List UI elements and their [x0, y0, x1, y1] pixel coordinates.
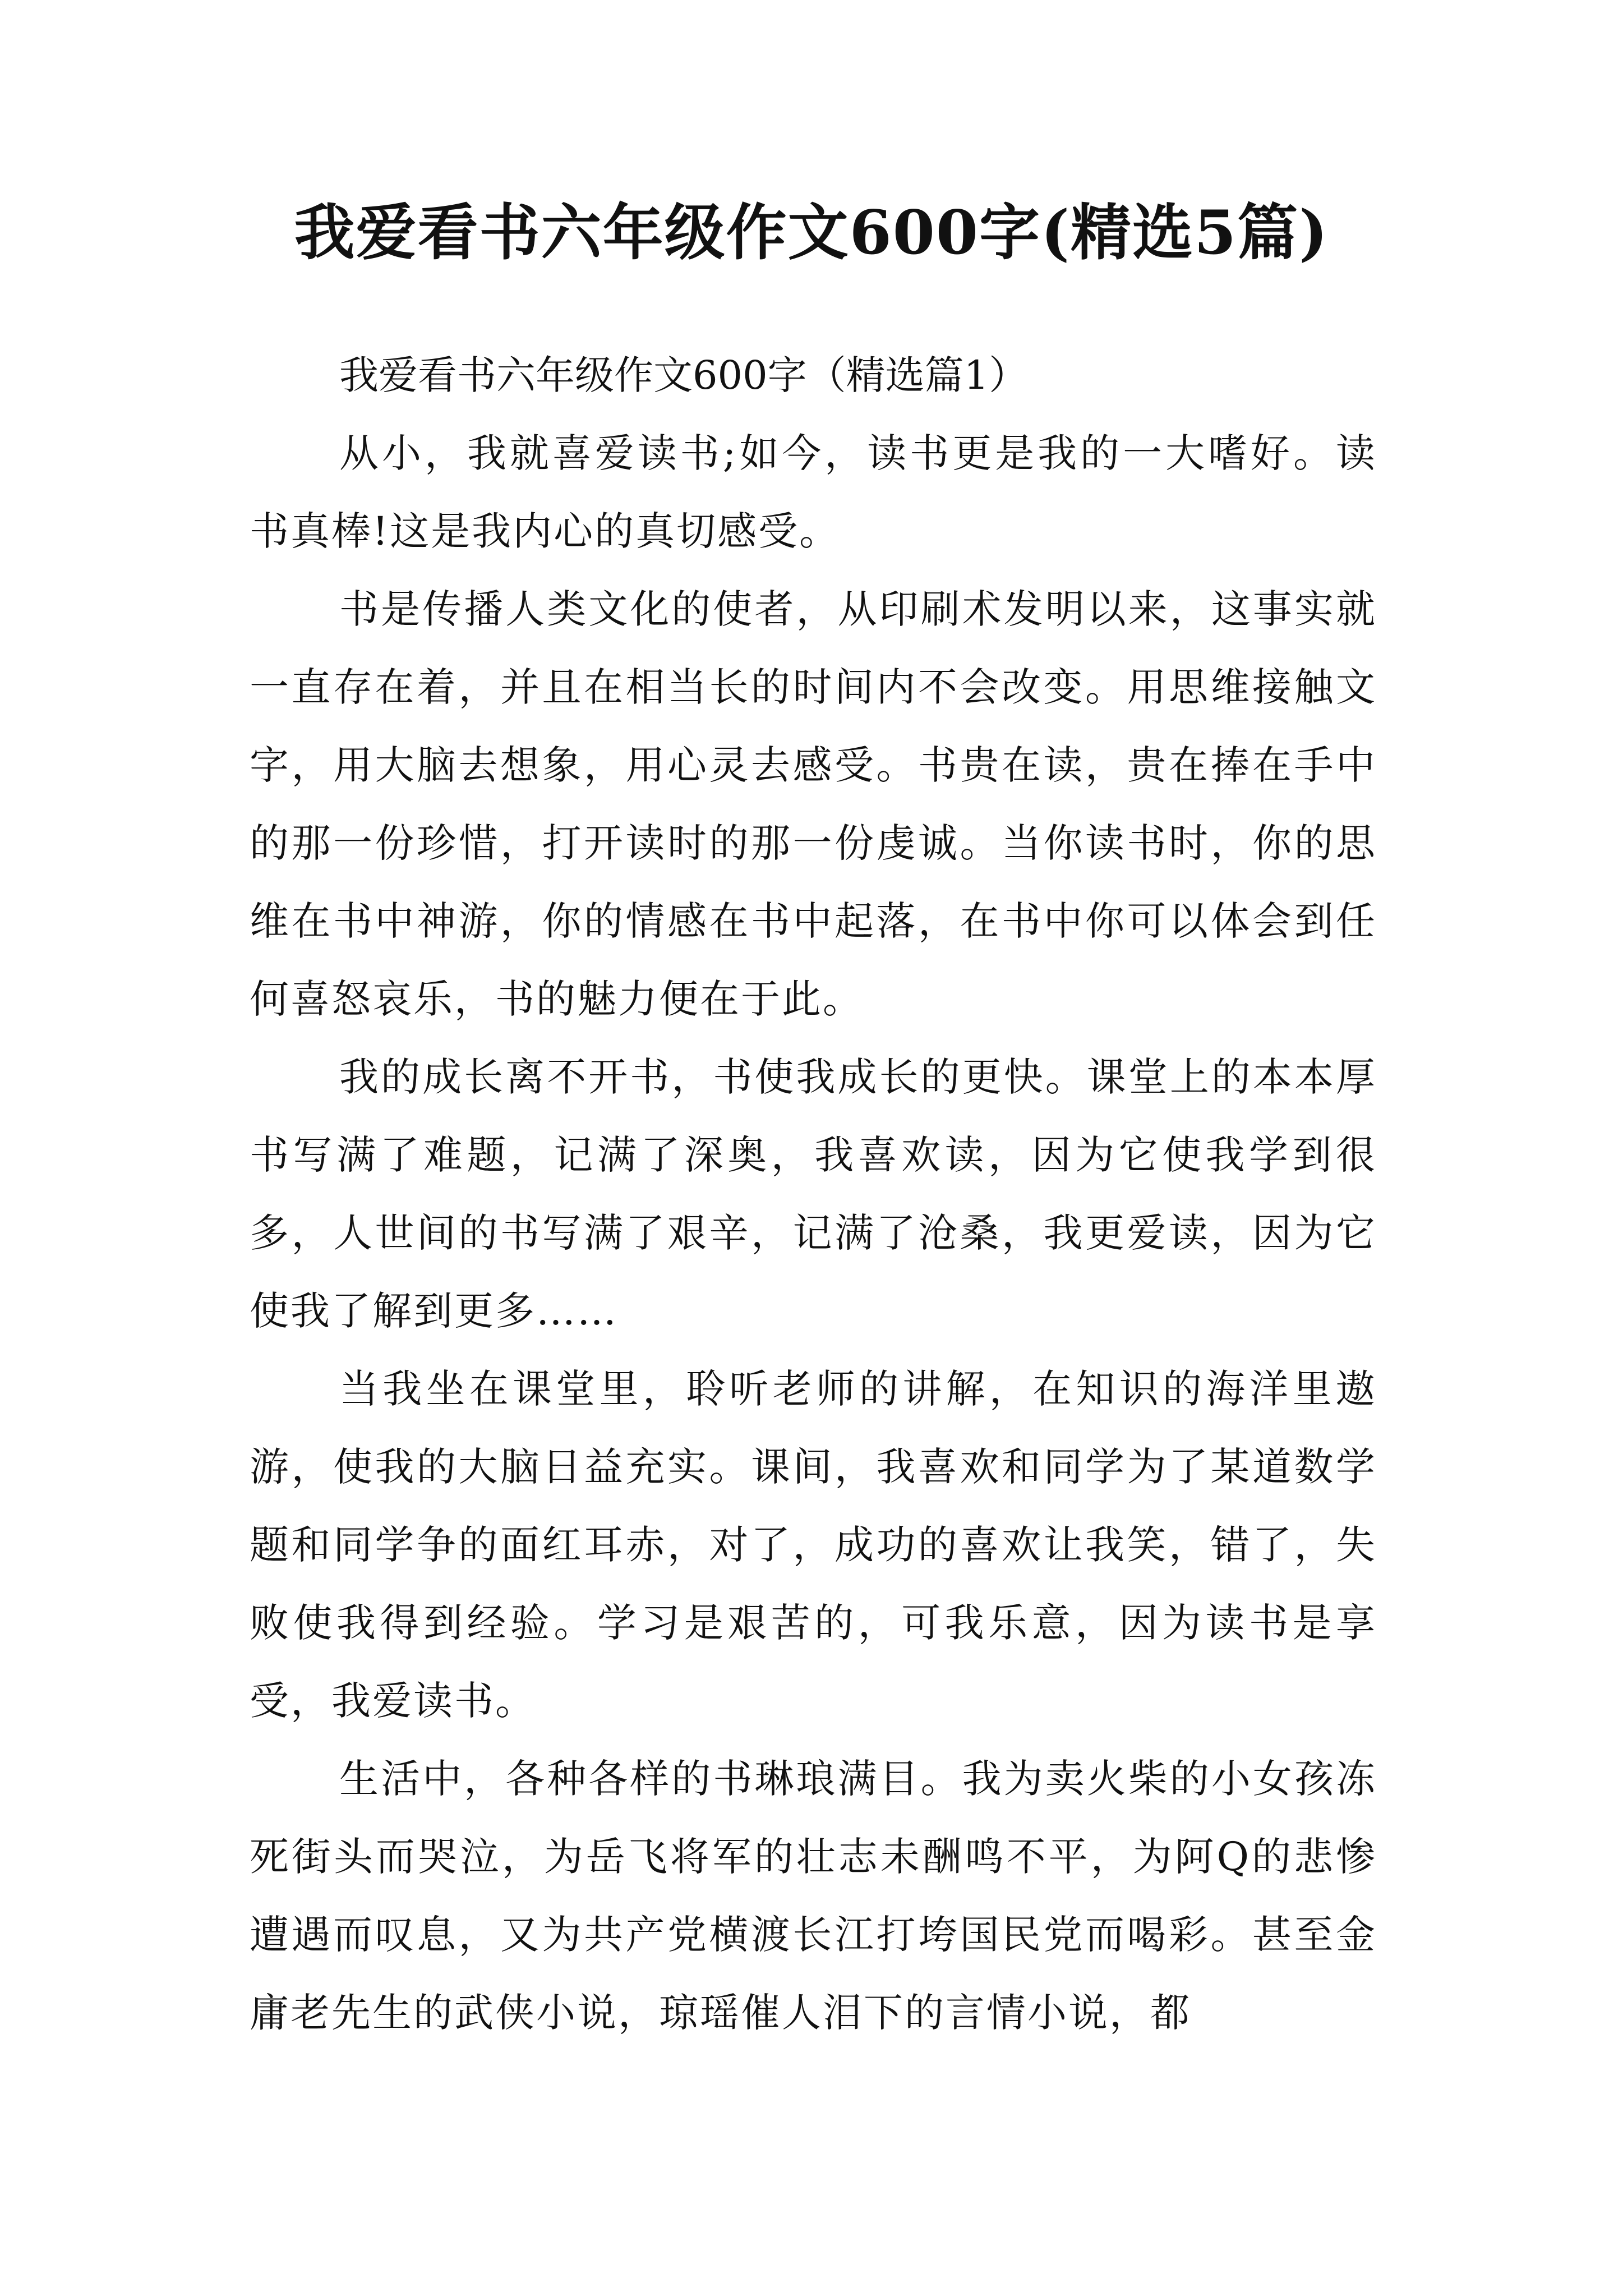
document-body — [250, 337, 1377, 2052]
paragraph-2: 书是传播人类文化的使者，从印刷术发明以来，这事实就一直存在着，并且在相当长的时间内不会改变。用思维接触文字，用大脑去想象，用心灵去感受。书贵在读，贵在捧在手中的那一份珍惜，打开读时的那一份虔诚。当你读书时，你的思维在书中神游，你的情感在书中起落，在书中你可以体会到任何喜怒哀乐，书的魅力便在于此。 — [250, 586, 1377, 1022]
paragraph-1: 从小，我就喜爱读书;如今，读书更是我的一大嗜好。读书真棒!这是我内心的真切感受。 — [250, 430, 1377, 554]
document-title: 我爱看书六年级作文600字(精选5篇) — [294, 197, 1329, 268]
section-subtitle: 我爱看书六年级作文600字（精选篇1） — [339, 352, 1029, 398]
paragraph-5: 生活中，各种各样的书琳琅满目。我为卖火柴的小女孩冻死街头而哭泣，为岳飞将军的壮志未酬鸣不平，为阿Q的悲惨遭遇而叹息，又为共产党横渡长江打垮国民党而喝彩。甚至金庸老先生的武侠小说，琼瑶催人泪下的言情小说，都 — [250, 1756, 1377, 2036]
paragraph-3: 我的成长离不开书，书使我成长的更快。课堂上的本本厚书写满了难题，记满了深奥，我喜欢读，因为它使我学到很多，人世间的书写满了艰辛，记满了沧桑，我更爱读，因为它使我了解到更多…… — [250, 1054, 1377, 1334]
paragraph-4: 当我坐在课堂里，聆听老师的讲解，在知识的海洋里遨游，使我的大脑日益充实。课间，我喜欢和同学为了某道数学题和同学争的面红耳赤，对了，成功的喜欢让我笑，错了，失败使我得到经验。学习是艰苦的，可我乐意，因为读书是享受，我爱读书。 — [250, 1366, 1377, 1724]
